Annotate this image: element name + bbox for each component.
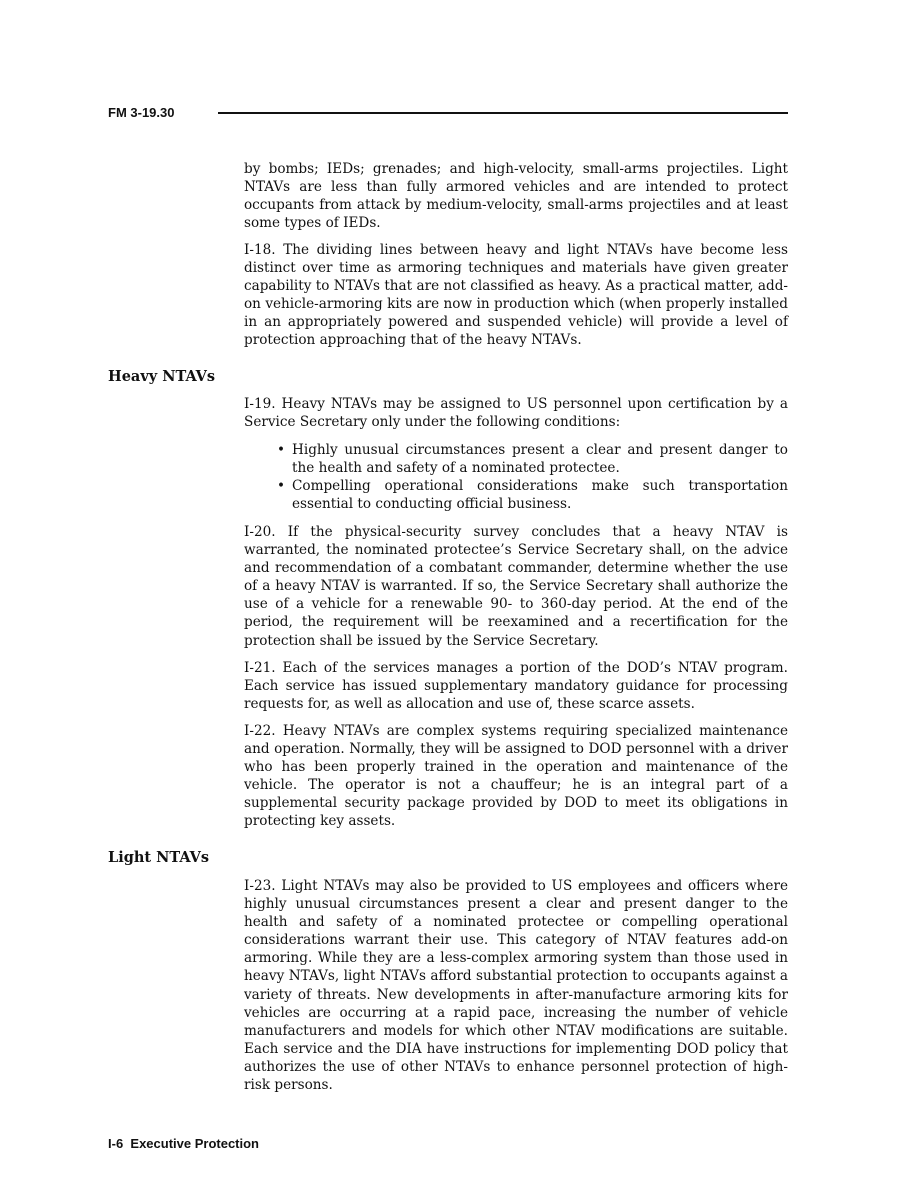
bullet-icon: • — [277, 442, 286, 458]
paragraph-text: by bombs; IEDs; grenades; and high-velocity, small-arms projectiles. Light NTAVs are less than fully armored vehicles and are intended to protect occupants from attack by medium-velocity, small-arms projectiles and at least some types of IEDs. — [244, 161, 788, 232]
paragraph-i-20 — [244, 523, 788, 650]
paragraph-text: I-19. Heavy NTAVs may be assigned to US personnel upon certification by a Service Secretary only under the following conditions: — [244, 396, 788, 431]
paragraph-text: I-23. Light NTAVs may also be provided to US employees and officers where highly unusual circumstances present a clear and present danger to the health and safety of a nominated protectee or compelling operational considerations warrant their use. This category of NTAV features add-on armoring. While they are a less-complex armoring system than those used in heavy NTAVs, light NTAVs afford substantial protection to occupants against a variety of threats. New developments in after-manufacture armoring kits for vehicles are occurring at a rapid pace, increasing the number of vehicle manufacturers and models for which other NTAV modifications are suitable. Each service and the DIA have instructions for implementing DOD policy that authorizes the use of other NTAVs to enhance personnel protection of high-risk persons. — [244, 878, 788, 1094]
paragraph-text: I-21. Each of the services manages a portion of the DOD’s NTAV program. Each service has issued supplementary mandatory guidance for processing requests for, as well as allocation and use of, these scarce assets. — [244, 660, 788, 713]
running-header: FM 3-19.30 — [108, 105, 175, 120]
paragraph-text: I-18. The dividing lines between heavy and light NTAVs have become less distinct over time as armoring techniques and materials have given greater capability to NTAVs that are not classified as heavy. As a practical matter, add-on vehicle-armoring kits are now in production which (when properly installed in an appropriately powered and suspended vehicle) will provide a level of protection approaching that of the heavy NTAVs. — [244, 242, 788, 349]
conditions-list — [275, 441, 788, 513]
paragraph-text: I-22. Heavy NTAVs are complex systems requiring specialized maintenance and operation. Normally, they will be assigned to DOD personnel with a driver who has been properly trained in the operation and maintenance of the vehicle. The operator is not a chauffeur; he is an integral part of a supplemental security package provided by DOD to meet its obligations in protecting key assets. — [244, 723, 788, 830]
list-item-text: Compelling operational considerations make such transportation essential to conducting official business. — [292, 478, 788, 513]
paragraph-i-18 — [244, 241, 788, 350]
paragraph-text: I-20. If the physical-security survey concludes that a heavy NTAV is warranted, the nominated protectee’s Service Secretary shall, on the advice and recommendation of a combatant commander, determine whether the use of a heavy NTAV is warranted. If so, the Service Secretary shall authorize the use of a vehicle for a renewable 90- to 360-day period. At the end of the period, the requirement will be reexamined and a recertification for the protection shall be issued by the Service Secretary. — [244, 524, 788, 649]
section-heading-light-ntavs: Light NTAVs — [108, 849, 209, 866]
paragraph-i-19 — [244, 395, 788, 431]
paragraph-i-21 — [244, 659, 788, 713]
paragraph-continued — [244, 160, 788, 232]
list-item-text: Highly unusual circumstances present a clear and present danger to the health and safety of a nominated protectee. — [292, 442, 788, 477]
section-heading-heavy-ntavs: Heavy NTAVs — [108, 368, 216, 385]
bullet-icon: • — [277, 478, 286, 495]
list-item — [275, 477, 788, 513]
header-rule — [218, 112, 788, 114]
paragraph-i-23 — [244, 877, 788, 1094]
page-footer: I-6 Executive Protection — [108, 1136, 259, 1151]
list-item — [275, 441, 788, 477]
paragraph-i-22 — [244, 722, 788, 831]
